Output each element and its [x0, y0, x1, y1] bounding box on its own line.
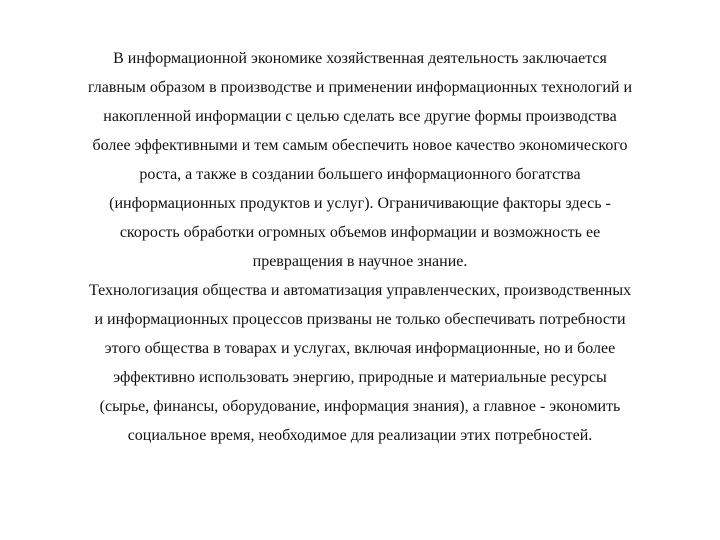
paragraph-2: [40, 276, 680, 450]
text-line: Технологизация общества и автоматизация управленческих, производственных: [88, 282, 632, 299]
text-line: этого общества в товарах и услугах, включая информационные, но и более: [104, 340, 616, 357]
text-line: роста, а также в создании большего информационного богатства: [139, 166, 581, 183]
paragraph-1: [40, 44, 680, 276]
text-line: эффективно использовать энергию, природные и материальные ресурсы: [113, 369, 607, 386]
text-line: главным образом в производстве и применении информационных технологий и: [88, 79, 632, 96]
text-line: В информационной экономике хозяйственная деятельность заключается: [113, 50, 607, 67]
body-text: [40, 44, 680, 450]
text-line: более эффективными и тем самым обеспечить новое качество экономического: [92, 137, 628, 154]
text-line: социальное время, необходимое для реализации этих потребностей.: [127, 427, 593, 444]
text-line: (сырье, финансы, оборудование, информация знания), а главное - экономить: [99, 398, 621, 415]
text-line: превращения в научное знание.: [252, 253, 468, 270]
text-line: (информационных продуктов и услуг). Ограничивающие факторы здесь -: [109, 195, 611, 212]
text-line: и информационных процессов призваны не только обеспечивать потребности: [94, 311, 626, 328]
text-line: накопленной информации с целью сделать все другие формы производства: [103, 108, 617, 125]
text-line: скорость обработки огромных объемов информации и возможность ее: [119, 224, 601, 241]
